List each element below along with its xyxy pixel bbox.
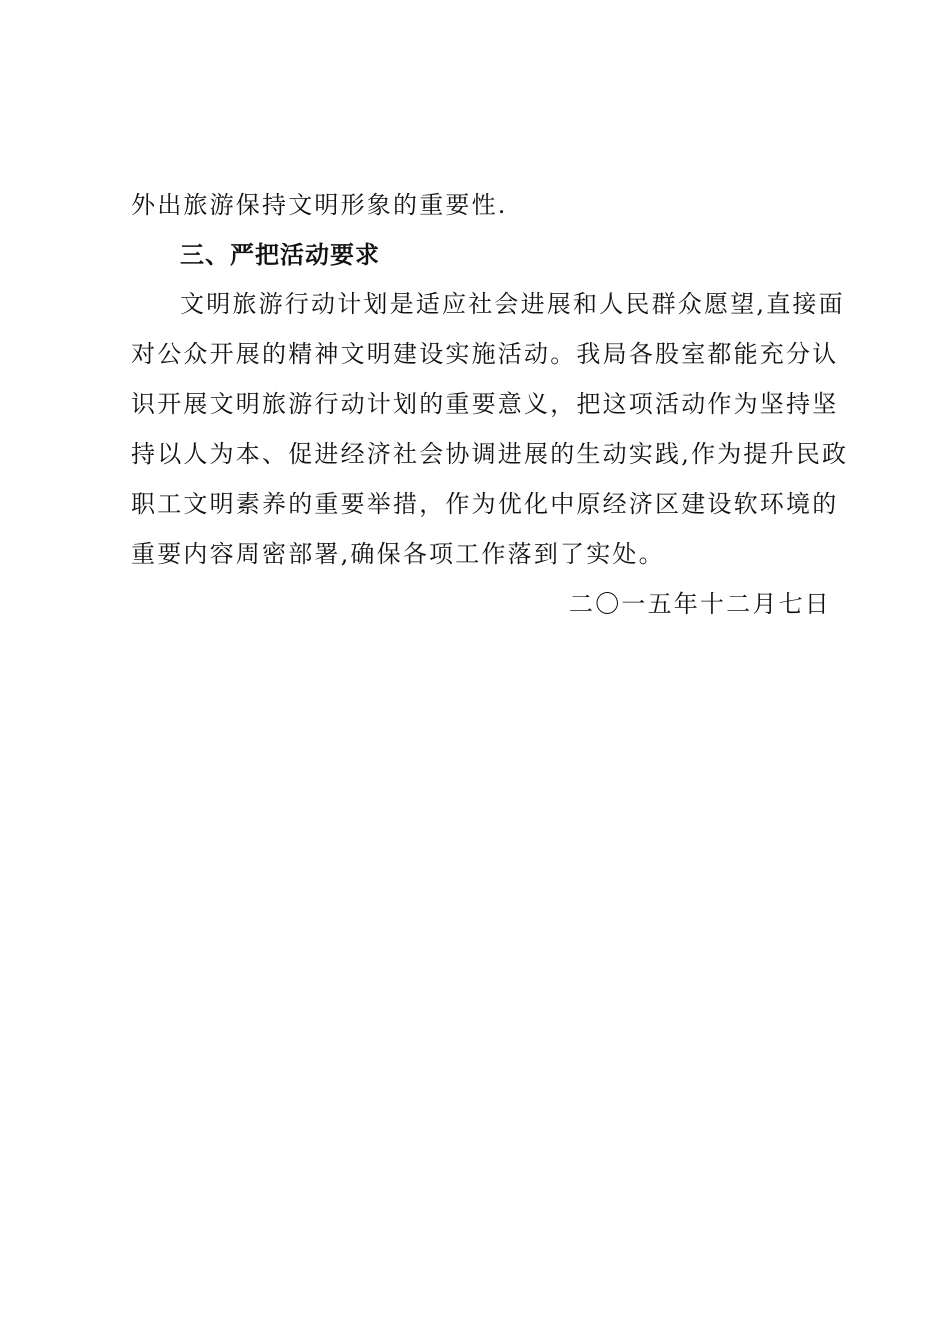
paragraph-line-6: 重要内容周密部署,确保各项工作落到了实处。 [131,540,665,568]
section-heading: 三、严把活动要求 [180,241,380,269]
document-date: 二〇一五年十二月七日 [569,590,831,618]
paragraph-line-3: 识开展文明旅游行动计划的重要意义，把这项活动作为坚持坚 [131,390,839,418]
paragraph-line-5: 职工文明素养的重要举措，作为优化中原经济区建设软环境的 [131,490,839,518]
carryover-line: 外出旅游保持文明形象的重要性. [131,191,508,219]
paragraph-line-2: 对公众开展的精神文明建设实施活动。我局各股室都能充分认 [131,340,839,368]
paragraph-line-4: 持以人为本、促进经济社会协调进展的生动实践,作为提升民政 [131,440,849,468]
paragraph-line-1: 文明旅游行动计划是适应社会进展和人民群众愿望,直接面 [180,290,845,318]
